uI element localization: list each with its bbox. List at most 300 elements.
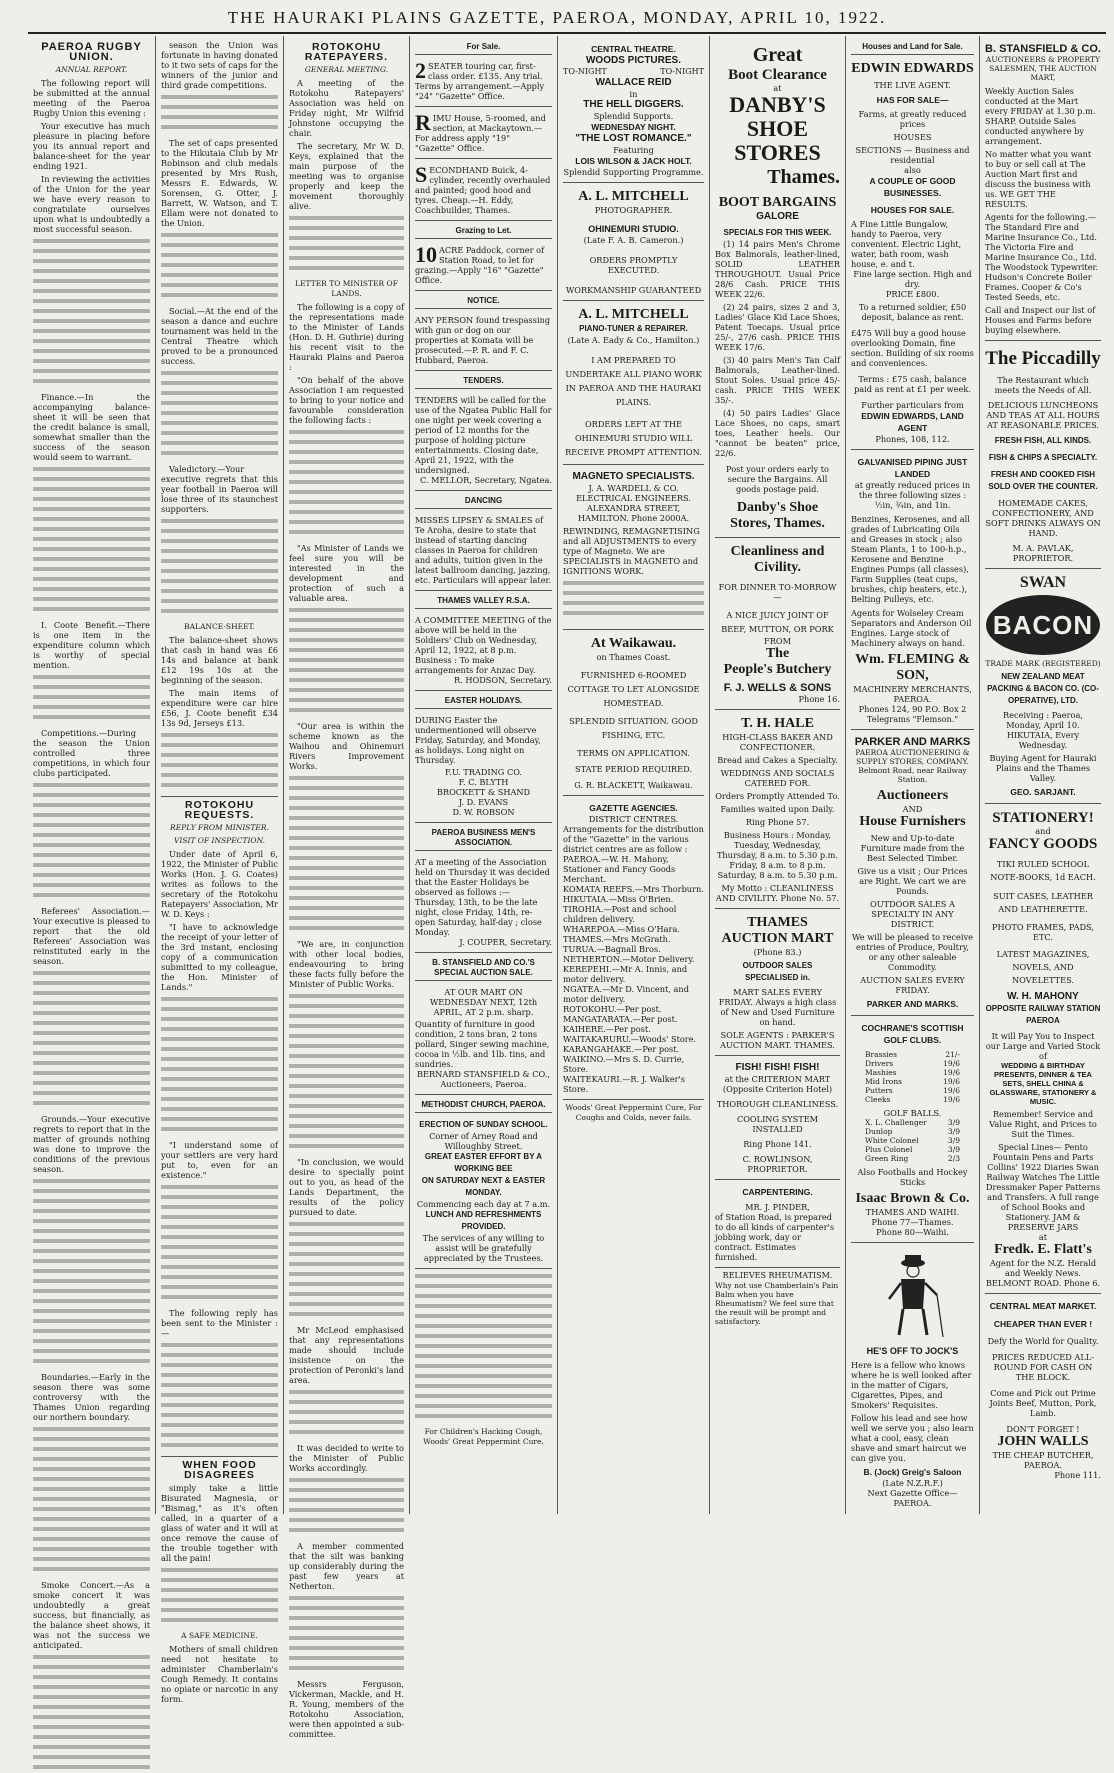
logo-text: BACON bbox=[992, 610, 1094, 640]
business-name: THAMES bbox=[747, 915, 808, 930]
list-item: TURUA.—Bagnall Bros. bbox=[563, 944, 661, 954]
dropcap: 2 bbox=[415, 58, 426, 83]
ad-text: WORKMANSHIP GUARANTEED bbox=[565, 285, 702, 295]
business-name: T. H. HALE bbox=[741, 716, 814, 731]
price-row bbox=[851, 1145, 974, 1154]
ad-text: Why not use Chamberlain's Pain Balm when you have Rheumatism? We feel sure that the result will be prompt and satisfactory. bbox=[715, 1281, 839, 1326]
body-text-block bbox=[161, 93, 278, 133]
item-price: 19/6 bbox=[943, 1086, 960, 1095]
item-price: 3/9 bbox=[947, 1145, 960, 1154]
article-paragraph: Your executive has much pleasure in placing before you its annual report and balance-sheet for the year ending 1921. bbox=[33, 121, 150, 171]
for-sale-header: For Sale. bbox=[415, 40, 552, 55]
ad-heading: MAGNETO SPECIALISTS. bbox=[572, 471, 695, 482]
ad-text: ECONDHAND Buick, 4-cylinder, recently overhauled and painted; good hood and tyres. Cheap.—H. Eddy, Coachbuilder, Thames. bbox=[415, 165, 551, 215]
dancing-header: DANCING bbox=[415, 494, 552, 509]
ad-text: ACRE Paddock, corner of Station Road, to let for grazing.—Apply "16" "Gazette" Office. bbox=[415, 245, 545, 285]
article-paragraph: Finance.—In the accompanying balance-sheet it will be seen that the credit balance is small, somewhat smaller than the success of the season would seem to warrant. bbox=[33, 392, 150, 462]
ad-text: MART SALES EVERY FRIDAY. Always a high class of New and Used Furniture on hand. bbox=[718, 987, 837, 1027]
rotokohu-requests-subtitle: REPLY FROM MINISTER. bbox=[170, 823, 269, 832]
article-paragraph: "I have to acknowledge the receipt of your letter of the 3rd instant, enclosing copy of a communication submitted to my colleague, the Hon. Minister of Lands." bbox=[161, 922, 278, 992]
ad-heading: Great bbox=[752, 44, 803, 66]
ad-text: Families waited upon Daily. bbox=[720, 804, 835, 814]
body-text-block bbox=[33, 673, 150, 723]
ad-text: Buying Agent for Hauraki Plains and the Thames Valley. bbox=[989, 753, 1097, 783]
article-paragraph: Smoke Concert.—As a smoke concert it was undoubtedly a great success, but financially, as the balance sheet shows, it was not the success we anticipated. bbox=[33, 1580, 150, 1650]
ad-text: LUNCH AND REFRESHMENTS PROVIDED. bbox=[425, 1210, 542, 1231]
ad-text: TERMS ON APPLICATION. bbox=[577, 748, 690, 758]
business-name: B. STANSFIELD & CO. bbox=[985, 43, 1101, 55]
ad-text: Agents for Wolseley Cream Separators and Anderson Oil Engines. Large stock of Machinery always on hand. bbox=[851, 608, 972, 648]
ad-text: Phone 80—Waihi. bbox=[876, 1227, 949, 1237]
ad-text: Phones 124, 90 P.O. Box 2 bbox=[858, 704, 967, 714]
golf-club-list bbox=[851, 1050, 974, 1104]
item-name: Brassies bbox=[865, 1050, 897, 1059]
price-row bbox=[851, 1154, 974, 1163]
ad-text: PRICES REDUCED ALL-ROUND FOR CASH ON THE BLOCK. bbox=[992, 1352, 1094, 1382]
article-paragraph: I. Coote Benefit.—There is one item in the expenditure column which is worthy of special mention. bbox=[33, 620, 150, 670]
ad-text: SECTIONS — Business and residential bbox=[855, 145, 970, 165]
classified-ad bbox=[415, 1116, 552, 1269]
list-item: NGATEA.—Mr D. Vincent, and motor delivery. bbox=[563, 984, 689, 1004]
article-paragraph: "On behalf of the above Association I am requested to bring to your notice and favourable consideration the following facts : bbox=[289, 375, 404, 425]
ad-text: NEW ZEALAND MEAT PACKING & BACON CO. (CO-OPERATIVE), LTD. bbox=[987, 672, 1099, 705]
price-row bbox=[851, 1059, 974, 1068]
ad-text: It will Pay You to Inspect our Large and Varied Stock of bbox=[985, 1031, 1101, 1061]
ad-text: OPPOSITE RAILWAY STATION PAEROA bbox=[985, 1004, 1101, 1025]
ad-text: Benzines, Kerosenes, and all grades of Lubricating Oils and Greases in stock ; also Steam Plants, 1 to 100-h.p., Kerosene and Benzine Engines Pumps (all classes), Farm Supplies (teat cups, brushes, chip heaters, etc.), Belting Pulleys, etc. bbox=[851, 514, 970, 604]
item-name: Plus Colonel bbox=[865, 1145, 913, 1154]
list-item: MANGATARATA.—Per post. bbox=[563, 1014, 678, 1024]
rheumatism-notice bbox=[715, 1271, 840, 1326]
ad-heading: House Furnishers bbox=[859, 814, 966, 829]
item-price: 21/- bbox=[945, 1050, 960, 1059]
classified-ad bbox=[415, 242, 552, 291]
item-name: Mashies bbox=[865, 1068, 897, 1077]
item-name: Green Ring bbox=[865, 1154, 909, 1163]
ad-signature: GEO. SARJANT. bbox=[1010, 787, 1076, 797]
ad-text: STATE PERIOD REQUIRED. bbox=[575, 764, 692, 774]
item-price: 3/9 bbox=[947, 1136, 960, 1145]
business-name: PARKER AND MARKS bbox=[854, 736, 971, 748]
ad-text: Fine large section. High and dry. bbox=[853, 269, 972, 289]
golf-ad bbox=[851, 1019, 974, 1243]
ad-text: Phones, 108, 112. bbox=[875, 434, 950, 444]
parker-marks-ad bbox=[851, 733, 974, 1016]
item-price: 19/6 bbox=[943, 1059, 960, 1068]
business-name: Wm. FLEMING & SON, bbox=[855, 652, 970, 683]
ad-text: Agents for the following.— The Standard Fire and Marine Insurance Co., Ltd. The Victoria Fire and Marine Insurance Co., Ltd. The Woodstock Typewriter. Hudson's Concrete Boiler Frames. Cooper & Co's Tested Seeds, etc. bbox=[985, 212, 1099, 302]
ad-signature: R. HODSON, Secretary. bbox=[454, 675, 552, 685]
ad-text: HIGH-CLASS BAKER AND CONFECTIONER. bbox=[722, 732, 833, 752]
ad-text: MACHINERY MERCHANTS, PAEROA. bbox=[853, 684, 972, 704]
masthead: THE HAURAKI PLAINS GAZETTE, PAEROA, MONDAY, APRIL 10, 1922. bbox=[227, 8, 887, 27]
list-item: D. W. ROBSON bbox=[452, 807, 515, 817]
ad-heading: At Waikawau. bbox=[590, 636, 677, 651]
ad-text: (Late F. A. B. Cameron.) bbox=[583, 235, 684, 245]
list-item: ROTOKOHU.—Per post. bbox=[563, 1004, 662, 1014]
fleming-ad bbox=[851, 453, 974, 730]
article-paragraph: Under date of April 6, 1922, the Minister of Public Works (Hon. J. G. Coates) writes as follows to the secretary of the Rotokohu Ratepayers' Association, Mr W. D. Keys : bbox=[161, 849, 278, 919]
ad-signature: B. (Jock) Greig's Saloon bbox=[863, 1467, 962, 1477]
ad-text: TIKI RULED SCHOOL NOTE-BOOKS, 1d EACH. bbox=[990, 859, 1096, 882]
safe-medicine-subhead: A SAFE MEDICINE. bbox=[181, 1631, 258, 1640]
ad-heading: RELIEVES RHEUMATISM. bbox=[722, 1271, 833, 1280]
ad-text: Come and Pick out Prime Joints Beef, Mutton, Pork, Lamb. bbox=[989, 1388, 1097, 1418]
business-name: Isaac Brown & Co. bbox=[855, 1191, 970, 1206]
classified-ad bbox=[415, 612, 552, 691]
body-text-block bbox=[161, 231, 278, 301]
film-title: "THE LOST ROMANCE." bbox=[575, 133, 692, 144]
ad-heading: CHEAPER THAN EVER ! bbox=[993, 1319, 1093, 1329]
ad-text: Ring Phone 57. bbox=[745, 817, 810, 827]
footer-note: Woods' Great Peppermint Cure, For Coughs and Colds, never fails. bbox=[565, 1103, 702, 1122]
article-paragraph: Social.—At the end of the season a dance and euchre tournament was held in the Central Theatre which proved to be a pronounced success. bbox=[161, 306, 278, 366]
price-row bbox=[851, 1095, 974, 1104]
ad-text: Follow his lead and see how well we serve you ; also learn what a cool, easy, clean shave and smart haircut we can give you. bbox=[851, 1413, 974, 1463]
notice-header: NOTICE. bbox=[415, 294, 552, 309]
body-text-block bbox=[289, 1476, 404, 1536]
ad-text: PRICE £800. bbox=[885, 289, 940, 299]
golf-ball-list bbox=[851, 1118, 974, 1163]
ad-heading: BOOT BARGAINS bbox=[718, 195, 837, 210]
ad-text: Ring Phone 141. bbox=[743, 1139, 812, 1149]
meat-market-ad bbox=[985, 1297, 1101, 1485]
auction-mart-ad bbox=[715, 912, 840, 1056]
ad-text: Corner of Arney Road and Willoughby Street. bbox=[429, 1131, 538, 1151]
photographer-ad bbox=[563, 186, 704, 301]
list-item: HIKUTAIA.—Miss O'Brien. bbox=[563, 894, 674, 904]
ad-text: Special Lines— Pento Fountain Pens and Parts Collins' 1922 Diaries Swan Railway Watches The Little Dressmaker Paper Patterns and Transfers. A full range of School Books and Stationery. JAM & PRESERVE JARS bbox=[985, 1142, 1101, 1232]
ad-text: and bbox=[1035, 826, 1051, 836]
piano-tuner-ad bbox=[563, 304, 704, 465]
list-item: WAITAKARURU.—Woods' Store. bbox=[563, 1034, 697, 1044]
business-name: JOHN WALLS bbox=[997, 1434, 1089, 1449]
baker-ad bbox=[715, 713, 840, 909]
ad-text: FRESH AND COOKED FISH SOLD OVER THE COUNTER. bbox=[988, 470, 1098, 491]
classified-ad bbox=[415, 58, 552, 107]
list-item: J. D. EVANS bbox=[458, 797, 509, 807]
methodist-header: METHODIST CHURCH, PAEROA. bbox=[415, 1098, 552, 1113]
rugby-subtitle: ANNUAL REPORT. bbox=[55, 65, 128, 74]
ad-text: Featuring bbox=[613, 145, 654, 155]
ad-text: COOLING SYSTEM INSTALLED bbox=[736, 1114, 819, 1134]
pictures-heading: WOODS PICTURES. bbox=[585, 55, 681, 66]
butchery-ad bbox=[715, 541, 840, 710]
classified-ad bbox=[415, 110, 552, 159]
stansfield-ad bbox=[985, 40, 1101, 341]
ad-text: Terms : £75 cash, balance paid as rent at £1 per week. bbox=[854, 374, 971, 394]
letter-subhead: LETTER TO MINISTER OF LANDS. bbox=[295, 279, 398, 298]
grazing-header: Grazing to Let. bbox=[415, 224, 552, 239]
business-name: The bbox=[765, 646, 790, 661]
ad-text: TRADE MARK (REGISTERED) bbox=[985, 659, 1101, 668]
business-name: W. H. MAHONY bbox=[1007, 991, 1079, 1002]
business-name: The Piccadilly bbox=[985, 348, 1101, 369]
mahony-ad bbox=[985, 807, 1101, 1294]
list-item: (4) 50 pairs Ladies' Glace Lace Shoes, no caps, smart toes, Leather heels. Our "cannot be beaten" price, 22/6. bbox=[715, 408, 840, 458]
ad-text: ORDERS LEFT AT THE OHINEMURI STUDIO WILL RECEIVE PROMPT ATTENTION. bbox=[565, 419, 702, 457]
body-text-block bbox=[161, 369, 278, 459]
ad-text: The Restaurant which meets the Needs of All. bbox=[994, 375, 1092, 395]
ad-heading: CENTRAL MEAT MARKET. bbox=[989, 1301, 1097, 1311]
article-paragraph: season the Union was fortunate in having donated to it two sets of caps for the winners of the junior and third grade competitions. bbox=[161, 40, 278, 90]
ad-signature: PARKER AND MARKS. bbox=[866, 999, 959, 1009]
body-text-block bbox=[161, 517, 278, 617]
price-row bbox=[851, 1086, 974, 1095]
list-item: KAIHERE.—Per post. bbox=[563, 1024, 651, 1034]
price-row bbox=[851, 1127, 974, 1136]
classified-ad bbox=[415, 312, 552, 371]
body-text-block bbox=[289, 1220, 404, 1320]
column-1 bbox=[28, 36, 156, 1650]
ad-text: HOMEMADE CAKES, CONFECTIONERY, AND SOFT DRINKS ALWAYS ON HAND. bbox=[985, 498, 1101, 538]
ad-heading: Boot Clearance bbox=[728, 67, 827, 83]
body-text-block bbox=[289, 606, 404, 716]
body-text-block bbox=[289, 1388, 404, 1438]
ad-text: DON'T FORGET ! bbox=[1006, 1424, 1080, 1434]
list-item: (3) 40 pairs Men's Tan Calf Balmorals, Leather-lined. Stout Soles. Usual price 45/- cash. PRICE THIS WEEK 35/-. bbox=[715, 355, 840, 405]
ad-text: Call and Inspect our list of Houses and Farms before buying elsewhere. bbox=[985, 305, 1096, 335]
body-text-block bbox=[415, 1272, 552, 1422]
ad-text: of Station Road, is prepared to do all kinds of carpenter's jobbing work, day or contract. Estimates furnished. bbox=[715, 1212, 835, 1262]
article-paragraph: The following reply has been sent to the Minister :— bbox=[161, 1308, 278, 1338]
masthead-rule bbox=[28, 32, 1106, 34]
ad-text: PIANO-TUNER & REPAIRER. bbox=[579, 324, 688, 333]
item-price: 2/3 bbox=[947, 1154, 960, 1163]
article-paragraph: "We are, in conjunction with other local bodies, endeavouring to bring these facts fully before the Minister of Public Works. bbox=[289, 939, 404, 989]
body-text-block bbox=[563, 579, 704, 619]
ad-text: AUCTIONEERS & PROPERTY SALESMEN, THE AUCTION MART, bbox=[985, 55, 1101, 82]
ad-text: AT OUR MART ON WEDNESDAY NEXT, 12th APRIL, AT 2 p.m. sharp. bbox=[429, 987, 538, 1017]
ad-text: Business Hours : Monday, Tuesday, Wednesday, Thursday, 8 a.m. to 5.30 p.m. Friday, 8 a.m. to 8 p.m. Saturday, 8 a.m. to 5.30 p.m. bbox=[716, 830, 839, 880]
ad-text: SEATER touring car, first-class order. £135. Any trial. Terms by arrangement.—Apply "24" "Gazette" Office. bbox=[415, 61, 545, 101]
body-text-block bbox=[289, 428, 404, 538]
ad-text: I AM PREPARED TO UNDERTAKE ALL PIANO WORK IN PAEROA AND THE HAURAKI PLAINS. bbox=[565, 355, 702, 407]
ad-text: Post your orders early to secure the Bargains. All goods postage paid. bbox=[726, 464, 829, 494]
article-paragraph: The following is a copy of the representations made to the Minister of Lands (Hon. D. H. Guthrie) during his recent visit to the Hauraki Plains and Paeroa : bbox=[289, 302, 404, 372]
ad-heading: GALORE bbox=[756, 211, 799, 222]
ad-signature: C. MELLOR, Secretary, Ngatea. bbox=[419, 475, 552, 485]
ad-text: Here is a fellow who knows where he is well looked after in the matter of Cigars, Cigarettes, Pipes, and Smokers' Requisites. bbox=[851, 1360, 972, 1410]
article-paragraph: Valedictory.—Your executive regrets that this year football in Paeroa will lose three of its staunchest supporters. bbox=[161, 464, 278, 514]
article-paragraph: "Our area is within the scheme known as the Waihou and Ohinemuri Rivers Improvement Works. bbox=[289, 721, 404, 771]
ad-text: Also Footballs and Hockey Sticks bbox=[857, 1167, 968, 1187]
price-row bbox=[851, 1136, 974, 1145]
dropcap: S bbox=[415, 162, 428, 187]
ad-text: Give us a visit ; Our Prices are Right. We cart we are Pounds. bbox=[857, 866, 968, 896]
jocks-ad bbox=[851, 1246, 974, 1513]
item-price: 3/9 bbox=[947, 1118, 960, 1127]
ad-text: Phone 16. bbox=[798, 694, 840, 704]
body-text-block bbox=[161, 1341, 278, 1451]
article-paragraph: Boundaries.—Early in the season there was some controversy with the Thames Union regarding our northern boundary. bbox=[33, 1372, 150, 1422]
column-6 bbox=[710, 36, 846, 1514]
ad-text: Phone 111. bbox=[1054, 1470, 1101, 1480]
column-3 bbox=[284, 36, 410, 1739]
footer-note: For Children's Hacking Cough, Woods' Great Peppermint Cure. bbox=[423, 1427, 544, 1446]
ad-text: THE LIVE AGENT. bbox=[874, 80, 951, 90]
gentleman-illustration-icon bbox=[873, 1253, 953, 1339]
article-paragraph: The balance-sheet shows that cash in hand was £6 14s and balance at bank £12 19s 10s at the beginning of the season. bbox=[161, 635, 278, 685]
body-text-block bbox=[289, 774, 404, 934]
list-item: NETHERTON.—Motor Delivery. bbox=[563, 954, 695, 964]
classified-ad bbox=[415, 392, 552, 491]
rotokohu-ratepayers-title: ROTOKOHU RATEPAYERS. bbox=[304, 41, 389, 63]
item-name: X. L. Challenger bbox=[865, 1118, 927, 1127]
ad-text: FISH & CHIPS A SPECIALTY. bbox=[988, 453, 1098, 462]
ad-text: AUCTION SALES EVERY FRIDAY. bbox=[860, 975, 965, 995]
ad-text: A COMMITTEE MEETING of the above will be held in the Soldiers' Club on Wednesday, April 12, 1922, at 8 p.m. Business : To make arrangements for Anzac Day. bbox=[415, 615, 552, 675]
swan-bacon-ad bbox=[985, 572, 1101, 804]
article-paragraph: The set of caps presented to the Hikutaia Club by Mr Robinson and club medals presented by Mrs Rush, Messrs E. Edwards, W. Sorensen, G. Otter, J. Barrett, W. Watson, and T. Ellam were not donated to the Union. bbox=[161, 138, 278, 228]
classified-ad bbox=[415, 712, 552, 823]
business-name: People's Butchery bbox=[723, 662, 832, 677]
houses-header: Houses and Land for Sale. bbox=[851, 40, 974, 55]
article-paragraph: A member commented that the silt was banking up considerably during the past few years at Netherton. bbox=[289, 1541, 404, 1591]
ad-text: DISTRICT CENTRES. bbox=[588, 814, 679, 824]
easter-header: EASTER HOLIDAYS. bbox=[415, 694, 552, 709]
ad-text: A COUPLE OF GOOD BUSINESSES. bbox=[869, 176, 956, 198]
list-item: (2) 24 pairs, sizes 2 and 3, Ladies' Glace Kid Lace Shoes, Patent Toecaps. Usual price 25/-, 27/6 cash. PRICE THIS WEEK 17/6. bbox=[715, 302, 840, 352]
article-paragraph: "In conclusion, we would desire to specially point out to you, as head of the Lands Department, the results of the policy pursued to date. bbox=[289, 1157, 404, 1217]
theatre-ad bbox=[563, 40, 704, 183]
ad-text: ON SATURDAY NEXT & EASTER MONDAY. bbox=[421, 1176, 546, 1197]
article-paragraph: "I understand some of your settlers are very hard put to, even for an existence." bbox=[161, 1140, 278, 1180]
ad-text: My Motto : CLEANLINESS AND CIVILITY. Phone No. 57. bbox=[715, 883, 840, 903]
theatre-name: CENTRAL THEATRE. bbox=[591, 44, 676, 54]
ad-text: Quantity of furniture in good condition, 2 tons bran, 2 tons pollard, Singer sewing machine, cocoa in ½lb. and 1lb. tins, and sundries. bbox=[415, 1019, 550, 1069]
ad-text: at bbox=[773, 83, 782, 93]
ad-text: THOROUGH CLEANLINESS. bbox=[716, 1099, 839, 1109]
article-paragraph: Competitions.—During the season the Union controlled three competitions, in which four clubs participated. bbox=[33, 728, 150, 778]
dropcap: R bbox=[415, 110, 431, 135]
ad-signature: Danby's Shoe Stores, Thames. bbox=[730, 500, 825, 531]
business-name: A. L. MITCHELL bbox=[578, 307, 689, 322]
business-name: DANBY'S bbox=[729, 92, 826, 117]
ad-text: Telegrams "Flemson." bbox=[866, 714, 959, 724]
ad-text: DURING Easter the undermentioned will observe Friday, Saturday, and Monday, as holidays. Long night on Thursday. bbox=[415, 715, 541, 765]
item-price: 19/6 bbox=[943, 1068, 960, 1077]
ad-heading: GOLF BALLS. bbox=[883, 1108, 942, 1118]
ad-text: PHOTO FRAMES, PADS, ETC. bbox=[992, 922, 1094, 942]
body-text-block bbox=[33, 465, 150, 615]
item-name: Drivers bbox=[865, 1059, 894, 1068]
ad-text: We will be pleased to receive entries of Produce, Poultry, or any other saleable Commodity. bbox=[852, 932, 973, 972]
ad-heading: Auctioneers bbox=[876, 788, 949, 803]
list-item: PAEROA.—W. H. Mahony, Stationer and Fancy Goods Merchant. bbox=[563, 854, 676, 884]
list-item: (1) 14 pairs Men's Chrome Box Balmorals, leather-lined, SOLID LEATHER THROUGHOUT. Usual Price 28/6 Cash. PRICE THIS WEEK 22/6. bbox=[715, 239, 840, 299]
ad-text: Remember! Service and Value Right, and Prices to Suit the Times. bbox=[989, 1109, 1097, 1139]
item-name: Cleeks bbox=[865, 1095, 891, 1104]
price-row bbox=[851, 1077, 974, 1086]
ad-text: FOR DINNER TO-MORROW— bbox=[718, 582, 837, 602]
ad-text: AND bbox=[902, 804, 923, 814]
item-name: Dunlop bbox=[865, 1127, 893, 1136]
article-paragraph: "As Minister of Lands we feel sure you will be interested in the development and protection of such a valuable area. bbox=[289, 543, 404, 603]
item-name: White Colonel bbox=[865, 1136, 919, 1145]
ad-text: A NICE JUICY JOINT OF BEEF, MUTTON, OR PORK bbox=[721, 610, 834, 634]
ad-text: HOUSES bbox=[893, 132, 932, 142]
ad-text: FURNISHED 6-ROOMED COTTAGE TO LET ALONGSIDE HOMESTEAD. bbox=[567, 670, 700, 708]
ad-heading: GAZETTE AGENCIES. bbox=[589, 803, 678, 813]
ad-signature: J. COUPER, Secretary. bbox=[459, 937, 552, 947]
list-item: F.U. TRADING CO. bbox=[444, 767, 523, 777]
article-paragraph: Messrs Ferguson, Vickerman, Mackle, and H. R. Young, members of the Rotokohu Association, were then appointed a sub-committee. bbox=[289, 1679, 404, 1739]
ad-text: REWINDING, REMAGNETISING and all ADJUSTMENTS to every type of Magneto. We are SPECIALISTS in MAGNETO and IGNITIONS WORK. bbox=[563, 526, 700, 576]
body-text-block bbox=[289, 992, 404, 1152]
fish-ad bbox=[715, 1059, 840, 1180]
waikawau-ad bbox=[563, 633, 704, 796]
body-text-block bbox=[161, 1183, 278, 1303]
ad-text: Phone 77—Thames. bbox=[871, 1217, 954, 1227]
list-item: KOMATA REEFS.—Mrs Thorburn. bbox=[563, 884, 704, 894]
business-name: AUCTION MART bbox=[721, 931, 834, 946]
article-paragraph: In reviewing the activities of the Union for the year we have every reason to congratulate ourselves upon what is undoubtedly a most successful season. bbox=[33, 174, 150, 234]
list-item: F. C. BLYTH bbox=[458, 777, 509, 787]
ad-text: Farms, at greatly reduced prices bbox=[858, 109, 967, 129]
ad-text: at greatly reduced prices in the three following sizes : ½in, ¾in, and 1in. bbox=[854, 480, 971, 510]
ad-text: in bbox=[629, 89, 638, 99]
price-row bbox=[851, 1118, 974, 1127]
film-title: THE HELL DIGGERS. bbox=[583, 99, 684, 110]
classified-ad bbox=[415, 162, 552, 221]
list-item: WHAREPOA.—Miss O'Hara. bbox=[563, 924, 680, 934]
ad-heading: Cleanliness and Civility. bbox=[730, 544, 825, 575]
column-2 bbox=[156, 36, 284, 1704]
brand-name: SWAN bbox=[1019, 574, 1067, 591]
item-price: 19/6 bbox=[943, 1095, 960, 1104]
column-8 bbox=[980, 36, 1106, 1514]
ad-text: ERECTION OF SUNDAY SCHOOL. bbox=[419, 1120, 548, 1129]
body-text-block bbox=[33, 781, 150, 901]
rotokohu-requests-title: ROTOKOHU REQUESTS. bbox=[161, 796, 278, 820]
ad-text: FRESH FISH, ALL KINDS. bbox=[994, 436, 1092, 445]
ad-text: Defy the World for Quality. bbox=[987, 1336, 1099, 1346]
special-list bbox=[715, 239, 840, 458]
item-price: 3/9 bbox=[947, 1127, 960, 1136]
ad-heading: FISH! FISH! FISH! bbox=[735, 1062, 820, 1073]
ad-text: ANY PERSON found trespassing with gun or dog on our properties at Komata will be prosecuted.—P. R. and F. C. Hubbard, Paeroa. bbox=[415, 315, 551, 365]
list-item: WAITEKAURI.—R. J. Walker's Store. bbox=[563, 1074, 685, 1094]
article-paragraph: The following report will be submitted at the annual meeting of the Paeroa Rugby Union this evening : bbox=[33, 78, 150, 118]
ad-text: DELICIOUS LUNCHEONS AND TEAS AT ALL HOURS AT REASONABLE PRICES. bbox=[986, 400, 1100, 430]
article-paragraph: Mothers of small children need not hesitate to administer Chamberlain's Cough Remedy. It contains no opiate or narcotic in any form. bbox=[161, 1644, 278, 1704]
ad-text: on Thames Coast. bbox=[596, 652, 671, 662]
classified-ad bbox=[415, 512, 552, 591]
ad-text: Bread and Cakes a Specialty. bbox=[717, 755, 838, 765]
gazette-agencies bbox=[563, 799, 704, 1100]
list-item: BROCKETT & SHAND bbox=[436, 787, 531, 797]
body-text-block bbox=[33, 1425, 150, 1575]
ad-text: Further particulars from bbox=[861, 400, 964, 410]
column-7 bbox=[846, 36, 980, 1514]
ad-text: £475 Will buy a good house overlooking Domain, fine section. Building of six rooms and conveniences. bbox=[851, 328, 974, 368]
ad-text: (Phone 83.) bbox=[753, 947, 802, 957]
ad-text: THE CHEAP BUTCHER, PAEROA. bbox=[992, 1450, 1094, 1470]
ad-text: SPLENDID SITUATION. GOOD FISHING, ETC. bbox=[569, 716, 698, 740]
article-paragraph: Mr McLeod emphasised that any representations made should include insistence on the protection of Peronki's land area. bbox=[289, 1325, 404, 1385]
tonight-label: TO-NIGHT bbox=[563, 67, 607, 76]
rotokohu-requests-subtitle-2: VISIT OF INSPECTION. bbox=[173, 836, 266, 845]
rugby-title: PAEROA RUGBY UNION. bbox=[41, 41, 142, 63]
magneto-ad bbox=[563, 468, 704, 630]
list-item: KARANGAHAKE.—Per post. bbox=[563, 1044, 680, 1054]
article-paragraph: Referees' Association.—Your executive is pleased to report that the old Referees' Association was reinstituted early in the season. bbox=[33, 906, 150, 966]
ad-text: GREAT EASTER EFFORT BY A WORKING BEE bbox=[424, 1152, 543, 1173]
column-5 bbox=[558, 36, 710, 1514]
carpentering-ad bbox=[715, 1183, 840, 1268]
rsa-header: THAMES VALLEY R.S.A. bbox=[415, 594, 552, 609]
